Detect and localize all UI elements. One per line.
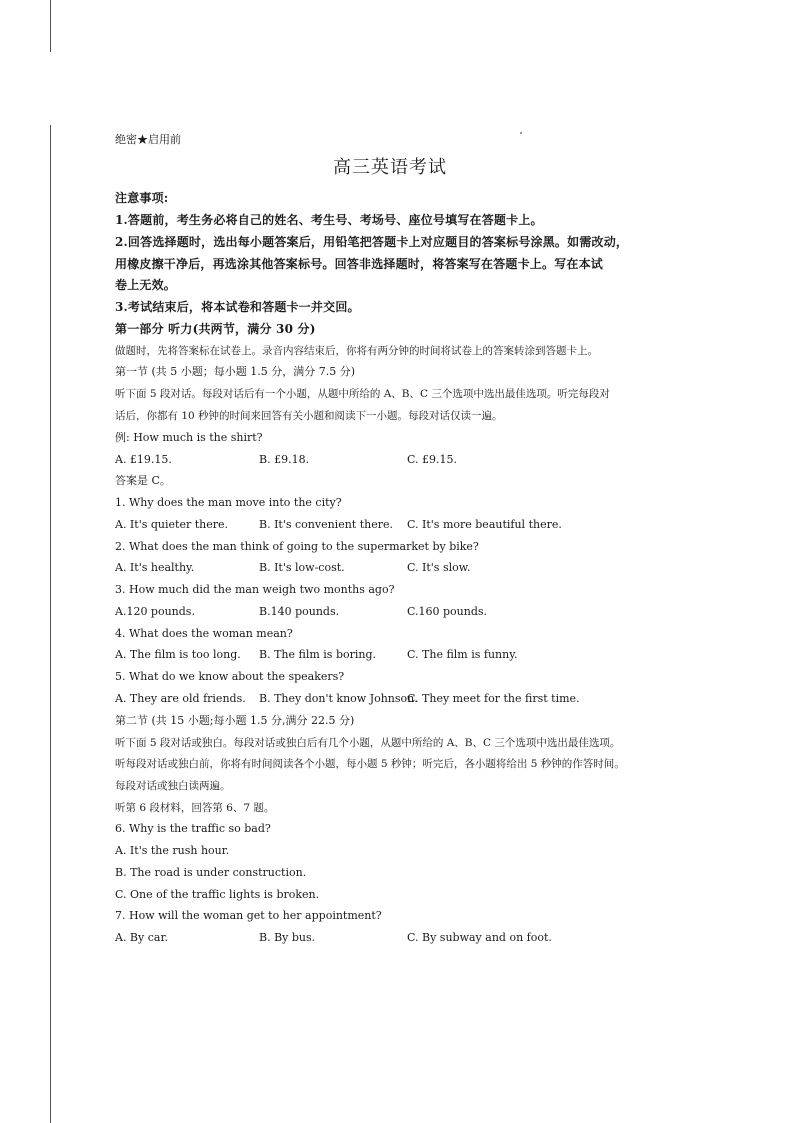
option-b: B. £9.18. [259, 453, 310, 466]
question-6: 6. Why is the traffic so bad? [115, 822, 271, 835]
question-6-option-c: C. One of the traffic lights is broken. [115, 888, 320, 901]
section1-heading: 第一节 (共 5 小题；每小题 1.5 分，满分 7.5 分) [115, 365, 356, 378]
option-b: B. By bus. [259, 931, 316, 944]
question-4-options [115, 648, 700, 662]
question-6-option-b: B. The road is under construction. [115, 866, 307, 879]
section2-instruction-line-3: 每段对话或独白读两遍。 [115, 780, 231, 792]
material-6-intro: 听第 6 段材料，回答第 6、7 题。 [115, 802, 275, 814]
question-4: 4. What does the woman mean? [115, 627, 293, 640]
notice-item-2-line-3: 卷上无效。 [115, 278, 177, 292]
question-7: 7. How will the woman get to her appointment? [115, 909, 382, 922]
section2-instruction-line-2: 听每段对话或独白前，你将有时间阅读各个小题，每小题 5 秒钟；听完后，各小题将给出 5 秒钟的作答时间。 [115, 758, 625, 770]
option-c: C.160 pounds. [407, 605, 488, 618]
question-3-options [115, 605, 700, 619]
question-2: 2. What does the man think of going to the supermarket by bike? [115, 540, 479, 553]
option-a: A. They are old friends. [115, 692, 246, 705]
option-b: B. It's low-cost. [259, 561, 345, 574]
question-1: 1. Why does the man move into the city? [115, 496, 342, 509]
option-a: A. It's quieter there. [115, 518, 228, 531]
option-b: B. The film is boring. [259, 648, 377, 661]
question-1-options [115, 518, 700, 532]
option-b: B. They don't know Johnson. [259, 692, 418, 705]
option-a: A.120 pounds. [115, 605, 195, 618]
question-2-options [115, 561, 700, 575]
option-a: A. By car. [115, 931, 168, 944]
question-5-options [115, 692, 700, 706]
question-5: 5. What do we know about the speakers? [115, 670, 345, 683]
question-3: 3. How much did the man weigh two months ago? [115, 583, 395, 596]
section2-instruction-line-1: 听下面 5 段对话或独白。每段对话或独白后有几个小题，从题中所给的 A、B、C 三个选项中选出最佳选项。 [115, 737, 621, 749]
notice-item-2-line-1: 2.回答选择题时，选出每小题答案后，用铅笔把答题卡上对应题目的答案标号涂黑。如需改动， [115, 235, 629, 249]
secret-label: 绝密★启用前 [115, 133, 181, 146]
exam-title: 高三英语考试 [333, 157, 447, 178]
notice-item-2-line-2: 用橡皮擦干净后，再选涂其他答案标号。回答非选择题时，将答案写在答题卡上。写在本试 [115, 257, 604, 271]
option-a: A. £19.15. [115, 453, 172, 466]
binding-margin-line-top [50, 0, 51, 52]
part1-instruction: 做题时，先将答案标在试卷上。录音内容结束后，你将有两分钟的时间将试卷上的答案转涂到答题卡上。 [115, 345, 598, 357]
scan-speck [520, 132, 522, 134]
section1-instruction-line-2: 话后，你都有 10 秒钟的时间来回答有关小题和阅读下一小题。每段对话仅读一遍。 [115, 410, 503, 422]
question-7-options [115, 931, 700, 945]
option-a: A. The film is too long. [115, 648, 241, 661]
binding-margin-line [50, 125, 51, 1123]
option-a: A. It's healthy. [115, 561, 195, 574]
section2-heading: 第二节 (共 15 小题;每小题 1.5 分,满分 22.5 分) [115, 714, 355, 727]
option-c: C. The film is funny. [407, 648, 518, 661]
notice-heading: 注意事项: [115, 191, 169, 205]
option-c: C. It's more beautiful there. [407, 518, 562, 531]
notice-item-3: 3.考试结束后，将本试卷和答题卡一并交回。 [115, 300, 360, 314]
part1-heading: 第一部分 听力(共两节，满分 30 分) [115, 322, 316, 336]
option-b: B. It's convenient there. [259, 518, 393, 531]
option-c: C. £9.15. [407, 453, 458, 466]
option-b: B.140 pounds. [259, 605, 340, 618]
section1-instruction-line-1: 听下面 5 段对话。每段对话后有一个小题，从题中所给的 A、B、C 三个选项中选出最佳选项。听完每段对 [115, 388, 610, 400]
option-c: C. It's slow. [407, 561, 471, 574]
option-c: C. By subway and on foot. [407, 931, 552, 944]
example-question: 例: How much is the shirt? [115, 431, 263, 444]
example-answer: 答案是 C。 [115, 474, 171, 487]
question-6-option-a: A. It's the rush hour. [115, 844, 230, 857]
example-options [115, 453, 700, 467]
option-c: C. They meet for the first time. [407, 692, 580, 705]
notice-item-1: 1.答题前，考生务必将自己的姓名、考生号、考场号、座位号填写在答题卡上。 [115, 213, 543, 227]
